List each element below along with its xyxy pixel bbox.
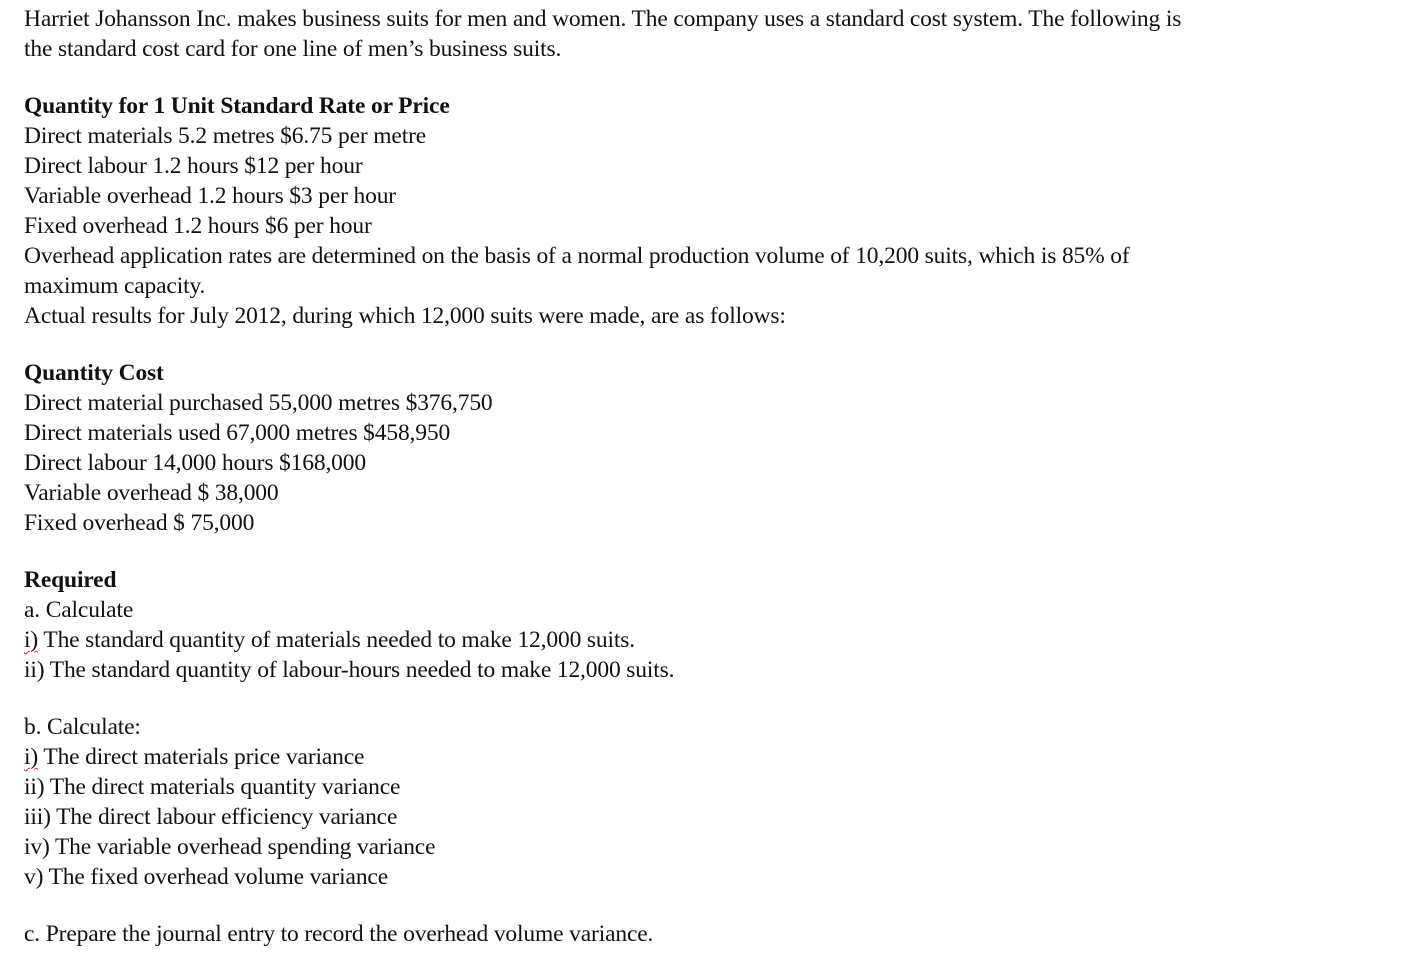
spacer — [24, 331, 1414, 358]
item-text: The standard quantity of labour-hours needed to make 12,000 suits. — [44, 657, 675, 683]
actual-row: Direct materials used 67,000 metres $458,950 — [24, 420, 451, 446]
actual-row: Fixed overhead $ 75,000 — [24, 510, 255, 536]
item-text: The direct materials quantity variance — [44, 774, 401, 800]
part-b-item — [24, 742, 1414, 772]
item-text: The direct materials price variance — [38, 744, 365, 770]
item-marker: iii) — [24, 804, 51, 830]
part-b-item — [24, 832, 1414, 862]
spacer — [24, 685, 1414, 712]
part-a-title: a. Calculate — [24, 597, 134, 623]
overhead-note-line-2: maximum capacity. — [24, 273, 206, 299]
part-b-item — [24, 862, 1414, 892]
required-heading: Required — [24, 567, 117, 593]
part-b-item — [24, 802, 1414, 832]
standard-card-heading: Quantity for 1 Unit Standard Rate or Price — [24, 93, 450, 119]
part-a-item — [24, 625, 1414, 655]
item-marker: iv) — [24, 834, 50, 860]
actual-row: Variable overhead $ 38,000 — [24, 480, 279, 506]
item-text: The variable overhead spending variance — [49, 834, 436, 860]
item-marker: i) — [24, 627, 39, 653]
item-text: The direct labour efficiency variance — [50, 804, 398, 830]
part-a-item — [24, 655, 1414, 685]
standard-row: Variable overhead 1.2 hours $3 per hour — [24, 183, 396, 209]
part-b-item — [24, 772, 1414, 802]
intro-line-1: Harriet Johansson Inc. makes business suits for men and women. The company uses a standard cost system. The following is — [24, 6, 1182, 32]
part-c-title: c. Prepare the journal entry to record the overhead volume variance. — [24, 921, 654, 947]
actual-row: Direct labour 14,000 hours $168,000 — [24, 450, 366, 476]
standard-row: Direct materials 5.2 metres $6.75 per metre — [24, 123, 427, 149]
item-marker: v) — [24, 864, 44, 890]
spacer — [24, 64, 1414, 91]
actual-results-heading: Quantity Cost — [24, 360, 164, 386]
spacer — [24, 892, 1414, 919]
actual-row: Direct material purchased 55,000 metres $376,750 — [24, 390, 493, 416]
standard-row: Fixed overhead 1.2 hours $6 per hour — [24, 213, 372, 239]
document-body — [24, 4, 1414, 949]
spacer — [24, 538, 1414, 565]
actual-results-intro: Actual results for July 2012, during which 12,000 suits were made, are as follows: — [24, 303, 786, 329]
item-text: The fixed overhead volume variance — [43, 864, 388, 890]
part-b-title: b. Calculate: — [24, 714, 141, 740]
intro-line-2: the standard cost card for one line of men’s business suits. — [24, 36, 562, 62]
item-marker: i) — [24, 744, 39, 770]
standard-row: Direct labour 1.2 hours $12 per hour — [24, 153, 363, 179]
overhead-note-line-1: Overhead application rates are determined on the basis of a normal production volume of 10,200 suits, which is 85% of — [24, 243, 1130, 269]
item-text: The standard quantity of materials needed to make 12,000 suits. — [38, 627, 635, 653]
item-marker: ii) — [24, 774, 45, 800]
item-marker: ii) — [24, 657, 45, 683]
